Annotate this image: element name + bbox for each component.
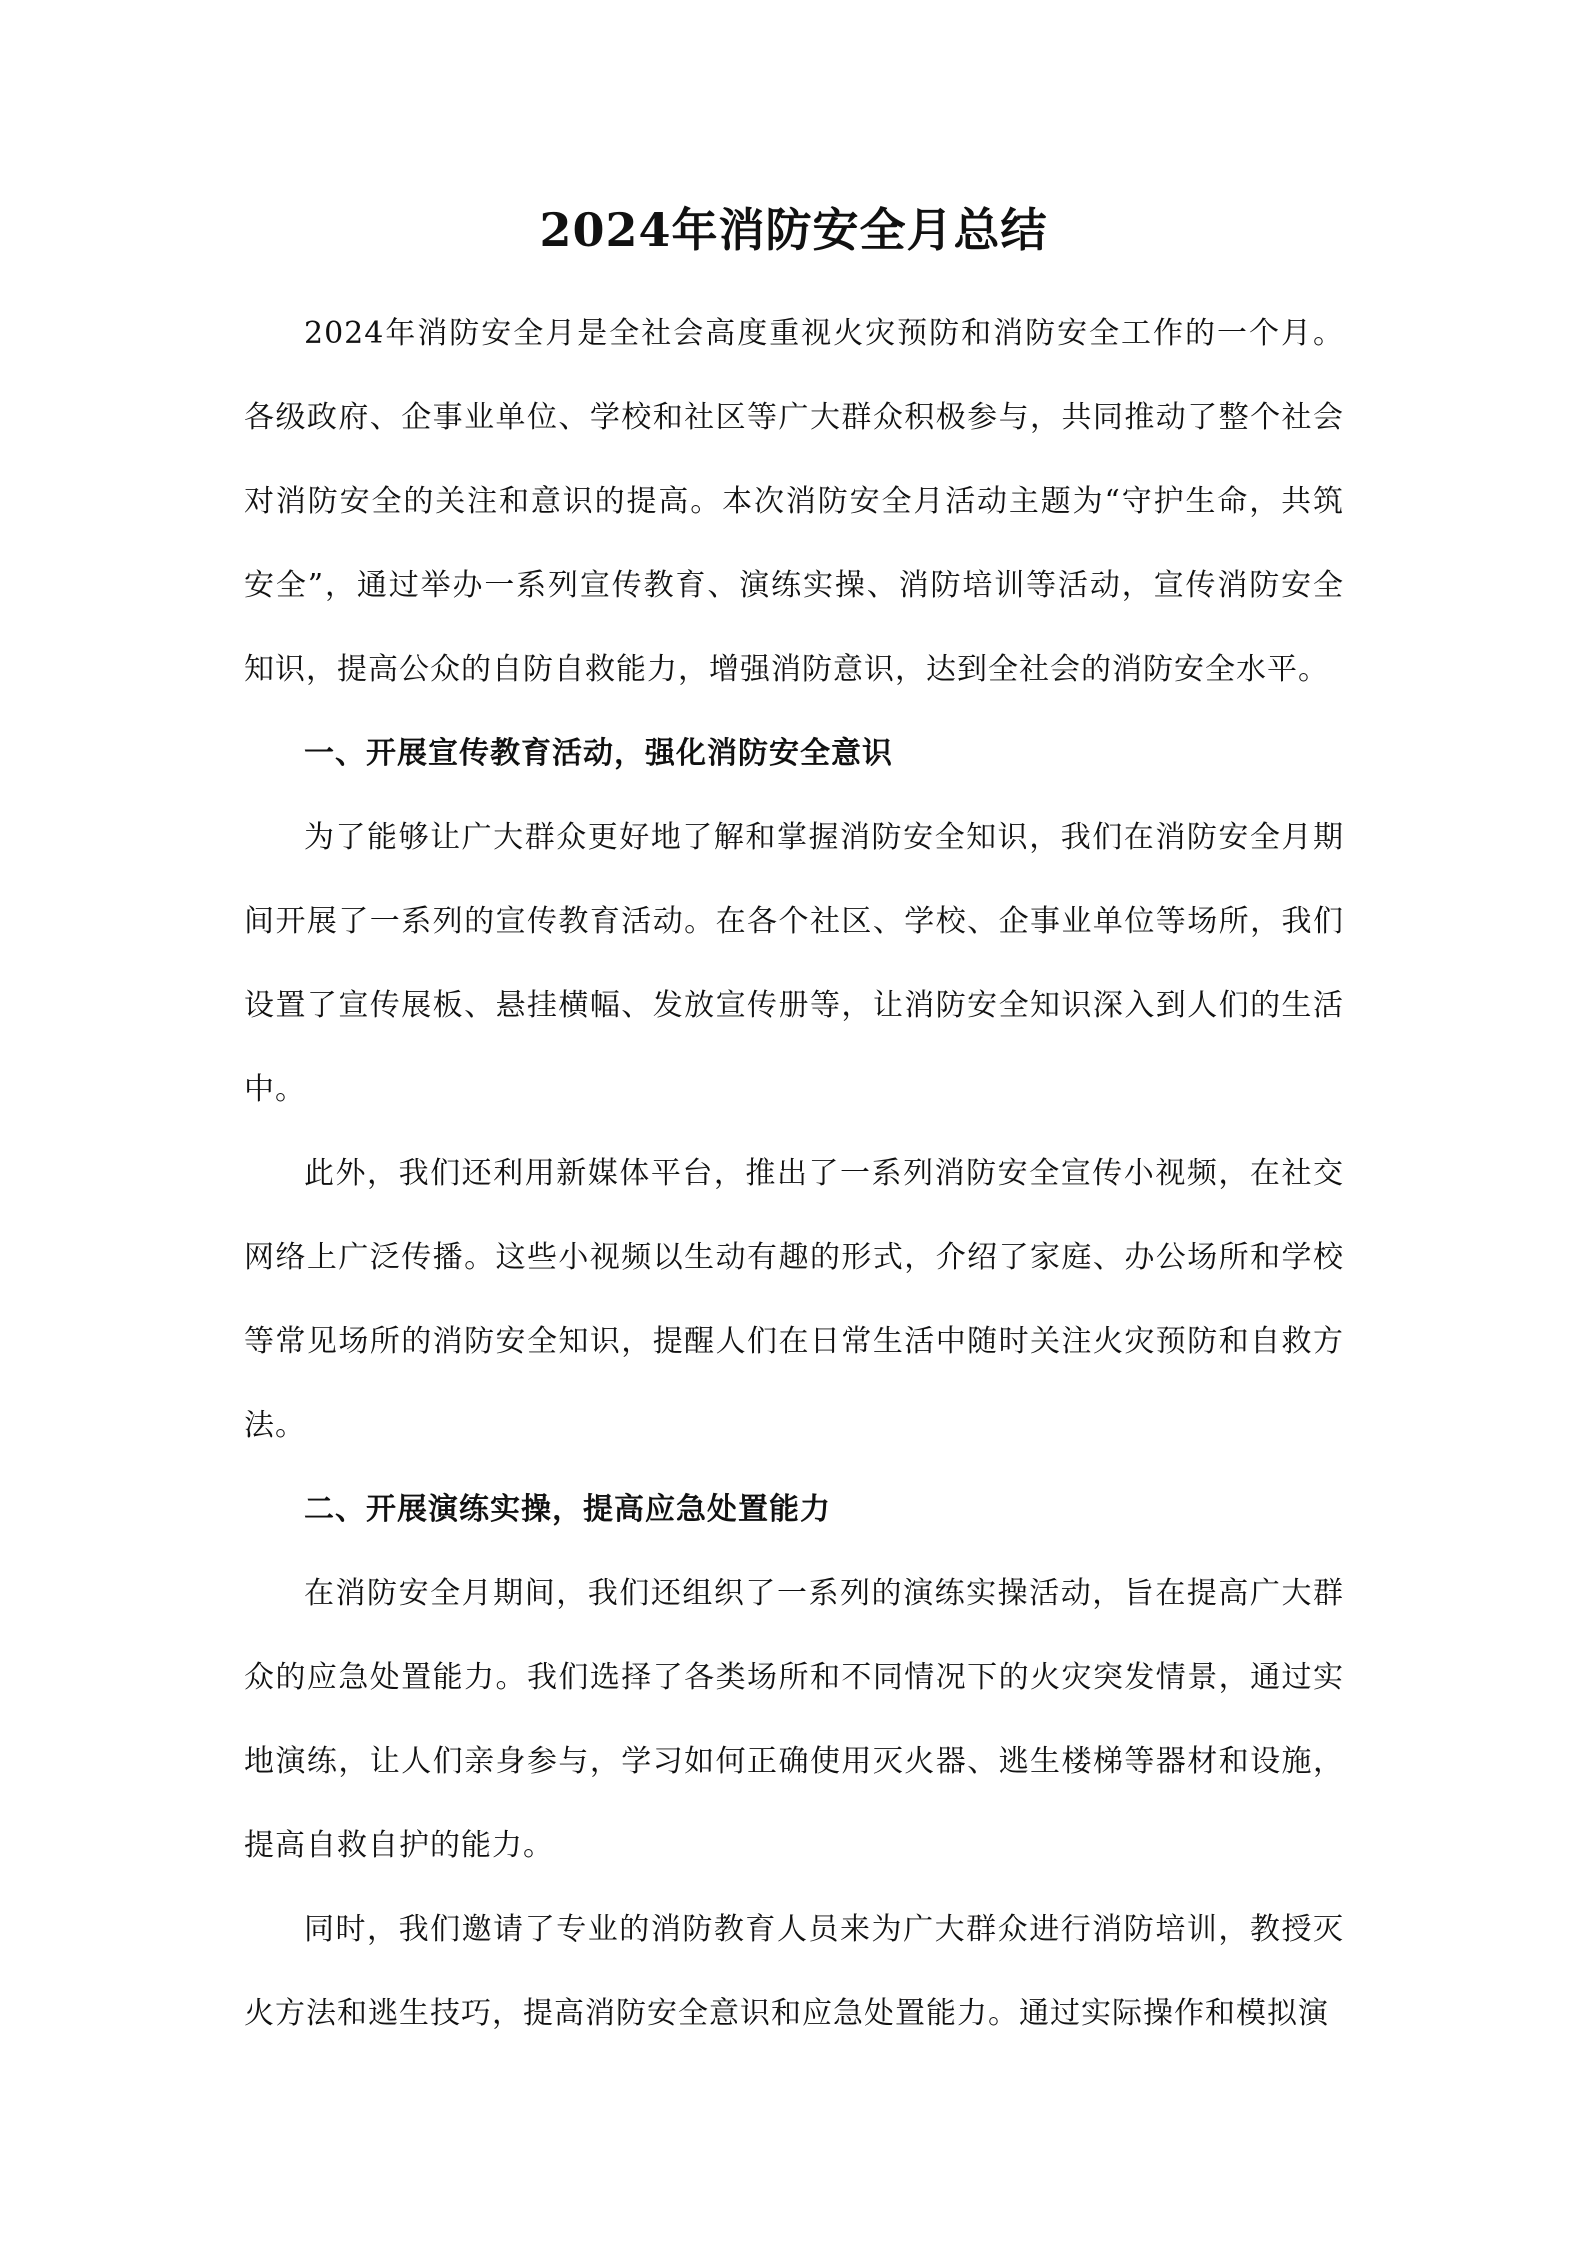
body-paragraph: 此外，我们还利用新媒体平台，推出了一系列消防安全宣传小视频，在社交网络上广泛传播。这些小视频以生动有趣的形式，介绍了家庭、办公场所和学校等常见场所的消防安全知识，提醒人们在日常生活中随时关注火灾预防和自救方法。: [244, 1156, 1344, 1443]
section-heading-1: 一、开展宣传教育活动，强化消防安全意识: [304, 736, 893, 771]
body-paragraph: 在消防安全月期间，我们还组织了一系列的演练实操活动，旨在提高广大群众的应急处置能力。我们选择了各类场所和不同情况下的火灾突发情景，通过实地演练，让人们亲身参与，学习如何正确使用灭火器、逃生楼梯等器材和设施，提高自救自护的能力。: [244, 1576, 1344, 1863]
intro-paragraph: 2024年消防安全月是全社会高度重视火灾预防和消防安全工作的一个月。各级政府、企事业单位、学校和社区等广大群众积极参与，共同推动了整个社会对消防安全的关注和意识的提高。本次消防安全月活动主题为“守护生命，共筑安全”，通过举办一系列宣传教育、演练实操、消防培训等活动，宣传消防安全知识，提高公众的自防自救能力，增强消防意识，达到全社会的消防安全水平。: [244, 316, 1344, 687]
body-paragraph: 为了能够让广大群众更好地了解和掌握消防安全知识，我们在消防安全月期间开展了一系列的宣传教育活动。在各个社区、学校、企事业单位等场所，我们设置了宣传展板、悬挂横幅、发放宣传册等，让消防安全知识深入到人们的生活中。: [244, 820, 1344, 1107]
body-paragraph: 同时，我们邀请了专业的消防教育人员来为广大群众进行消防培训，教授灭火方法和逃生技巧，提高消防安全意识和应急处置能力。通过实际操作和模拟演: [244, 1912, 1344, 2031]
document-title: 2024年消防安全月总结: [539, 203, 1048, 257]
section-heading-2: 二、开展演练实操，提高应急处置能力: [304, 1492, 831, 1527]
document-body: [244, 292, 1344, 2056]
